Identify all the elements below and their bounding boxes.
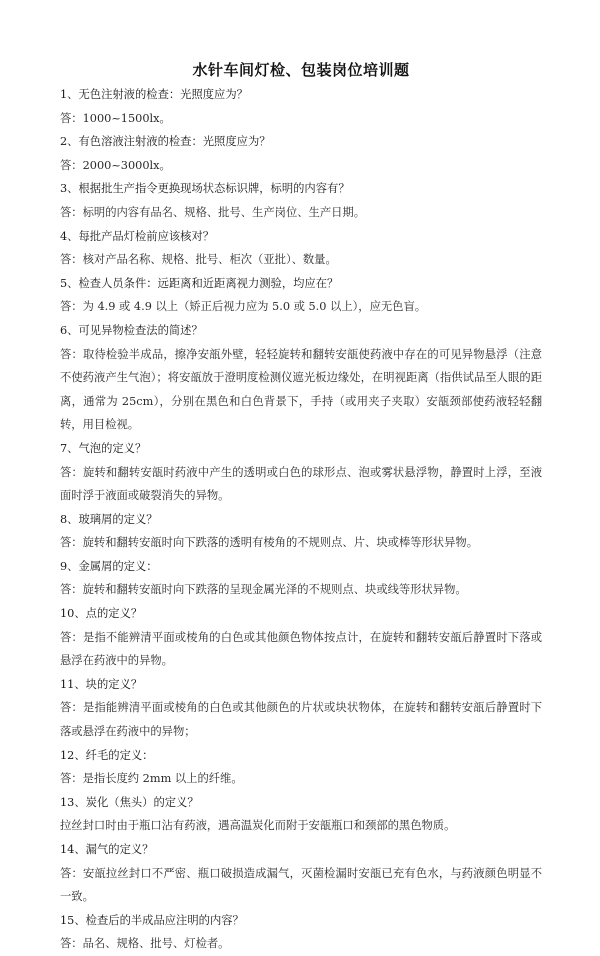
answer-10: 答：是指不能辨清平面或棱角的白色或其他颜色物体按点计，在旋转和翻转安瓿后静置时下落或悬浮在药液中的异物。 xyxy=(60,630,542,668)
answer-15: 答：品名、规格、批号、灯检者。 xyxy=(60,937,230,951)
question-4: 4、每批产品灯检前应该核对？ xyxy=(60,229,215,243)
question-14: 14、漏气的定义？ xyxy=(60,843,154,856)
answer-12: 答：是指长度约 2mm 以上的纤维。 xyxy=(60,772,243,786)
question-6: 6、可见异物检查法的简述？ xyxy=(60,323,203,337)
answer-13: 拉丝封口时由于瓶口沾有药液，遇高温炭化而附于安瓿瓶口和颈部的黑色物质。 xyxy=(60,819,456,833)
answer-14: 答：安瓿拉丝封口不严密、瓶口破损造成漏气，灭菌检漏时安瓿已充有色水，与药液颜色明显不一致。 xyxy=(60,866,542,904)
answer-11: 答：是指能辨清平面或棱角的白色或其他颜色的片状或块状物体，在旋转和翻转安瓿后静置时下落或悬浮在药液中的异物； xyxy=(60,701,542,739)
question-3: 3、根据批生产指令更换现场状态标识牌，标明的内容有？ xyxy=(60,182,350,196)
answer-7: 答：旋转和翻转安瓿时药液中产生的透明或白色的球形点、泡或雾状悬浮物，静置时上浮，至液面时浮于液面或破裂消失的异物。 xyxy=(60,465,542,503)
question-7: 7、气泡的定义？ xyxy=(60,441,147,455)
answer-2: 答：2000~3000lx。 xyxy=(60,158,171,172)
answer-9: 答：旋转和翻转安瓿时向下跌落的呈现金属光泽的不规则点、块或线等形状异物。 xyxy=(60,583,467,597)
question-15: 15、检查后的半成品应注明的内容？ xyxy=(60,913,244,927)
question-9: 9、金属屑的定义： xyxy=(60,559,158,573)
question-8: 8、玻璃屑的定义？ xyxy=(60,512,158,526)
question-5: 5、检查人员条件：远距离和近距离视力测验，均应在？ xyxy=(60,276,339,290)
document-title: 水针车间灯检、包装岗位培训题 xyxy=(192,61,410,79)
question-12: 12、纤毛的定义： xyxy=(60,748,154,762)
qa-list xyxy=(60,83,542,956)
question-1: 1、无色注射液的检查：光照度应为？ xyxy=(60,88,248,101)
question-11: 11、块的定义？ xyxy=(60,677,143,691)
answer-3: 答：标明的内容有品名、规格、批号、生产岗位、生产日期。 xyxy=(60,205,366,219)
answer-4: 答：核对产品名称、规格、批号、柜次（亚批）、数量。 xyxy=(60,253,337,267)
answer-6: 答：取待检验半成品，擦净安瓿外壁，轻轻旋转和翻转安瓿使药液中存在的可见异物悬浮（注意不使药液产生气泡）；将安瓿放于澄明度检测仪遮光板边缘处，在明视距离（指供试品至人眼的距离，通常为 25cm），分别在黑色和白色背景下，手持（或用夹子夹取）安瓿颈部使药液轻轻翻转，用目检视。 xyxy=(60,347,542,432)
answer-8: 答：旋转和翻转安瓿时向下跌落的透明有棱角的不规则点、片、块或棒等形状异物。 xyxy=(60,536,478,550)
question-13: 13、炭化（焦头）的定义？ xyxy=(60,795,199,809)
answer-5: 答：为 4.9 或 4.9 以上（矫正后视力应为 5.0 或 5.0 以上），应无色盲。 xyxy=(60,300,427,314)
question-2: 2、有色溶液注射液的检查：光照度应为？ xyxy=(60,135,271,149)
answer-1: 答：1000~1500lx。 xyxy=(60,111,171,125)
question-10: 10、点的定义？ xyxy=(60,607,143,621)
